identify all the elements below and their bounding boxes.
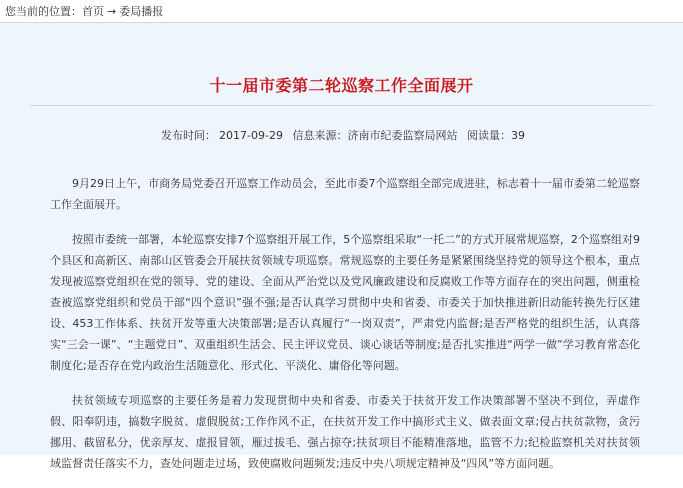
publish-date: 2017-09-29 xyxy=(219,129,283,142)
article-title: 十一届市委第二轮巡察工作全面展开 xyxy=(209,76,474,95)
article-paragraph: 扶贫领域专项巡察的主要任务是着力发现贯彻中央和省委、市委关于扶贫开发工作决策部署不坚决不到位，弄虚作假、阳奉阴违，搞数字脱贫、虚假脱贫;工作作风不正，在扶贫开发工作中搞形式主义、做表面文章;侵占扶贫款物，贪污挪用、截留私分，优亲厚友、虚报冒领，雁过拔毛、强占掠夺;扶贫项目不能精准落地，监管不力;纪检监察机关对扶贫领域监督责任落实不力，查处问题走过场，致使腐败问题频发;违反中央八项规定精神及“四风”等方面问题。 xyxy=(50,394,640,470)
views-count: 39 xyxy=(510,129,525,142)
breadcrumb-separator: → xyxy=(107,4,117,18)
article-paragraph: 按照市委统一部署，本轮巡察安排7个巡察组开展工作，5个巡察组采取“一托二”的方式开展常规巡察，2个巡察组对9个县区和高新区、南部山区管委会开展扶贫领域专项巡察。常规巡察的主要任务是紧紧围绕坚持党的领导这个根本，重点发现被巡察党组织在党的领导、党的建设、全面从严治党以及党风廉政建设和反腐败工作等方面存在的突出问题，侧重检查被巡察党组织和党员干部“四个意识”强不强;是否认真学习贯彻中央和省委、市委关于加快推进新旧动能转换先行区建设、453工作体系、扶贫开发等重大决策部署;是否认真履行“一岗双责”，严肃党内监督;是否严格党的组织生活，认真落实“三会一课”、“主题党日”、双重组织生活会、民主评议党员、谈心谈话等制度;是否扎实推进“两学一做”学习教育常态化制度化;是否存在党内政治生活随意化、形式化、平淡化、庸俗化等问题。 xyxy=(50,233,640,372)
publish-label: 发布时间： xyxy=(161,129,217,142)
article-body xyxy=(50,173,640,488)
publish-info xyxy=(158,129,283,142)
article-content-area xyxy=(0,23,683,470)
breadcrumb-prefix: 您当前的位置 xyxy=(5,5,71,18)
views-info xyxy=(467,129,525,142)
source-name: 济南市纪委监察局网站 xyxy=(347,129,458,142)
views-label: 阅读量： xyxy=(466,129,511,142)
article-paragraph: 9月29日上午，市商务局党委召开巡察工作动员会，至此市委7个巡察组全部完成进驻，标志着十一届市委第二轮巡察工作全面展开。 xyxy=(50,177,640,211)
source-label: 信息来源： xyxy=(292,129,348,142)
source-info xyxy=(292,129,457,142)
article-meta xyxy=(0,127,683,143)
breadcrumb-home-link[interactable]: 首页 xyxy=(82,5,104,18)
breadcrumb-current-link[interactable]: 委局播报 xyxy=(119,5,164,18)
breadcrumb-colon: ： xyxy=(71,5,82,18)
title-divider xyxy=(30,105,653,106)
breadcrumb xyxy=(0,0,683,23)
